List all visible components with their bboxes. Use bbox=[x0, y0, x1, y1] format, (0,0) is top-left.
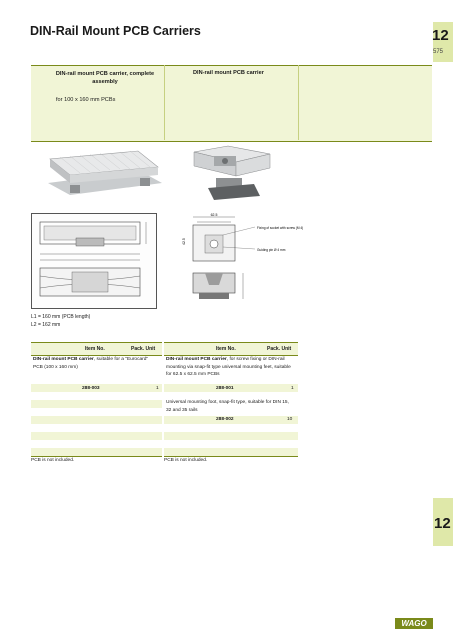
table-left-header bbox=[31, 342, 162, 356]
header-col2-title: DIN-rail mount PCB carrier bbox=[193, 70, 264, 76]
dimension-notes bbox=[31, 313, 90, 329]
dimension-drawing-right bbox=[171, 213, 304, 307]
table-row bbox=[31, 400, 162, 408]
table-row bbox=[31, 448, 162, 456]
header-divider bbox=[298, 65, 299, 140]
note-l2: L2 = 162 mm bbox=[31, 322, 61, 328]
chapter-number: 12 bbox=[432, 27, 449, 44]
table-row bbox=[31, 416, 162, 424]
col-pack-unit: Pack. Unit bbox=[267, 346, 292, 352]
table-right-footnote: PCB is not included. bbox=[164, 456, 298, 465]
header-col1-subtitle: for 100 x 160 mm PCBs bbox=[56, 97, 116, 103]
pack-unit: 1 bbox=[291, 386, 294, 391]
callout-fixing: Fixing of socket with screw (M 4) bbox=[257, 226, 304, 230]
header-col1-title: DIN-rail mount PCB carrier, complete assembly bbox=[55, 71, 155, 85]
item-number: 288-001 bbox=[216, 386, 234, 391]
table-right-header bbox=[164, 342, 298, 356]
table-left-footnote: PCB is not included. bbox=[31, 456, 162, 465]
table-row bbox=[164, 432, 298, 440]
pcb-carrier-photo bbox=[40, 145, 162, 200]
col-item-no: Item No. bbox=[85, 346, 105, 352]
table-row bbox=[164, 448, 298, 456]
pcb-carrier-small-photo bbox=[188, 144, 274, 202]
dim-label-height: 42.5 bbox=[182, 238, 186, 245]
table-row bbox=[31, 432, 162, 440]
pack-unit-2: 10 bbox=[287, 417, 293, 422]
wago-logo: WAGO bbox=[395, 618, 433, 629]
dimension-drawing-left bbox=[31, 213, 157, 309]
col-pack-unit: Pack. Unit bbox=[131, 346, 156, 352]
dim-label-width: 62.5 bbox=[210, 213, 218, 217]
pack-unit: 1 bbox=[156, 386, 159, 391]
page-number: 575 bbox=[433, 49, 444, 55]
item-number: 288-003 bbox=[82, 386, 100, 391]
table-left-description: DIN-rail mount PCB carrier, suitable for a "Eurocard" PCB (100 x 160 mm) bbox=[33, 357, 149, 370]
callout-guiding: Guiding pin Ø 4 mm bbox=[257, 248, 286, 252]
header-divider bbox=[164, 65, 165, 140]
col-item-no: Item No. bbox=[216, 346, 236, 352]
note-l1: L1 = 160 mm (PCB length) bbox=[31, 314, 91, 320]
item-number-2: 288-002 bbox=[216, 417, 234, 422]
page-title: DIN-Rail Mount PCB Carriers bbox=[30, 24, 201, 38]
chapter-number-bottom: 12 bbox=[434, 515, 451, 532]
table-right-description: DIN-rail mount PCB carrier, for screw fixing or DIN-rail mounting via snap-fit type universal mounting feet, suitable for 62.5 x 62.5 mm PCBs bbox=[166, 357, 291, 377]
table-right-description-2: Universal mounting foot, snap-fit type, suitable for DIN 15, 32 and 35 rails bbox=[166, 400, 289, 413]
